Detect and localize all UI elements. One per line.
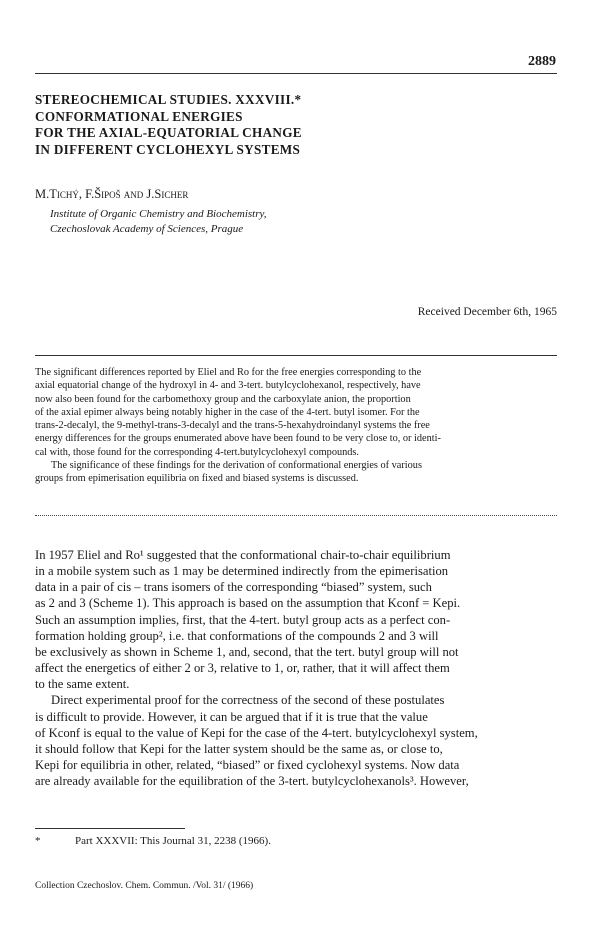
authors: M.Tichý, F.Šipoš and J.Sicher bbox=[35, 187, 189, 201]
received-date: Received December 6th, 1965 bbox=[417, 306, 557, 318]
body-line: data in a pair of cis – trans isomers of the corresponding “biased” system, such bbox=[35, 580, 432, 595]
abstract-line: now also been found for the carbomethoxy group and the carboxylate anion, the proportion bbox=[35, 393, 411, 405]
abstract-line: trans-2-decalyl, the 9-methyl-trans-3-decalyl and the trans-5-hexahydroindanyl systems the free bbox=[35, 420, 430, 432]
body-line: affect the energetics of either 2 or 3, relative to 1, or, rather, that it will affect them bbox=[35, 661, 450, 676]
footnote-text: Part XXXVII: This Journal 31, 2238 (1966). bbox=[75, 835, 271, 847]
title-line: CONFORMATIONAL ENERGIES bbox=[35, 108, 243, 124]
journal-footer: Collection Czechoslov. Chem. Commun. /Vol. 31/ (1966) bbox=[35, 881, 254, 891]
abstract-line: The significant differences reported by Eliel and Ro for the free energies corresponding to the bbox=[35, 367, 422, 378]
abstract-top-rule bbox=[35, 355, 557, 356]
article-title bbox=[35, 92, 555, 158]
abstract-line: groups from epimerisation equilibria on fixed and biased systems is discussed. bbox=[35, 473, 359, 485]
body-line: as 2 and 3 (Scheme 1). This approach is based on the assumption that Kconf = Kepi. bbox=[35, 596, 461, 611]
abstract-line: energy differences for the groups enumerated above have been found to be very close to, or identi- bbox=[35, 433, 441, 445]
body-line: it should follow that Kepi for the latter system should be the same as, or close to, bbox=[35, 741, 443, 756]
body-line: formation holding group², i.e. that conformations of the compounds 2 and 3 will bbox=[35, 628, 439, 643]
body-line: be exclusively as shown in Scheme 1, and, second, that the tert. butyl group will not bbox=[35, 644, 459, 659]
body-line: are already available for the equilibration of the 3-tert. butylcyclohexanols³. However, bbox=[35, 774, 469, 789]
abstract bbox=[35, 366, 557, 486]
title-line: FOR THE AXIAL-EQUATORIAL CHANGE bbox=[35, 125, 302, 140]
abstract-line: axial equatorial change of the hydroxyl in 4- and 3-tert. butylcyclohexanol, respectively, have bbox=[35, 380, 421, 392]
page-number: 2889 bbox=[528, 54, 556, 69]
abstract-line: of the axial epimer always being notably higher in the case of the 4-tert. butyl isomer. For the bbox=[35, 406, 420, 418]
affiliation-line: Czechoslovak Academy of Sciences, Prague bbox=[50, 223, 244, 235]
affiliation-line: Institute of Organic Chemistry and Biochemistry, bbox=[50, 208, 267, 220]
affiliation bbox=[50, 207, 267, 237]
body-line: Direct experimental proof for the correctness of the second of these postulates bbox=[51, 693, 445, 708]
body-line: Kepi for equilibria in other, related, “biased” or fixed cyclohexyl systems. Now data bbox=[35, 758, 460, 773]
footnote-mark: * bbox=[35, 835, 41, 847]
header-rule bbox=[35, 73, 557, 74]
title-line: STEREOCHEMICAL STUDIES. XXXVIII.* bbox=[35, 92, 302, 107]
abstract-bottom-rule bbox=[35, 515, 557, 516]
body-line: in a mobile system such as 1 may be determined indirectly from the epimerisation bbox=[35, 564, 449, 579]
body-text bbox=[35, 547, 557, 789]
body-line: to the same extent. bbox=[35, 677, 130, 692]
body-line: Such an assumption implies, first, that the 4-tert. butyl group acts as a perfect con- bbox=[35, 612, 451, 627]
footnote-rule bbox=[35, 828, 185, 829]
abstract-line: cal with, those found for the corresponding 4-tert.butylcyclohexyl compounds. bbox=[35, 446, 359, 458]
abstract-line: The significance of these findings for the derivation of conformational energies of various bbox=[51, 460, 422, 472]
footnote bbox=[35, 835, 557, 847]
body-line: In 1957 Eliel and Ro¹ suggested that the conformational chair-to-chair equilibrium bbox=[35, 548, 451, 562]
body-line: of Kconf is equal to the value of Kepi for the case of the 4-tert. butylcyclohexyl system, bbox=[35, 725, 478, 740]
body-line: is difficult to provide. However, it can be argued that if it is true that the value bbox=[35, 709, 428, 724]
title-line: IN DIFFERENT CYCLOHEXYL SYSTEMS bbox=[35, 141, 301, 157]
